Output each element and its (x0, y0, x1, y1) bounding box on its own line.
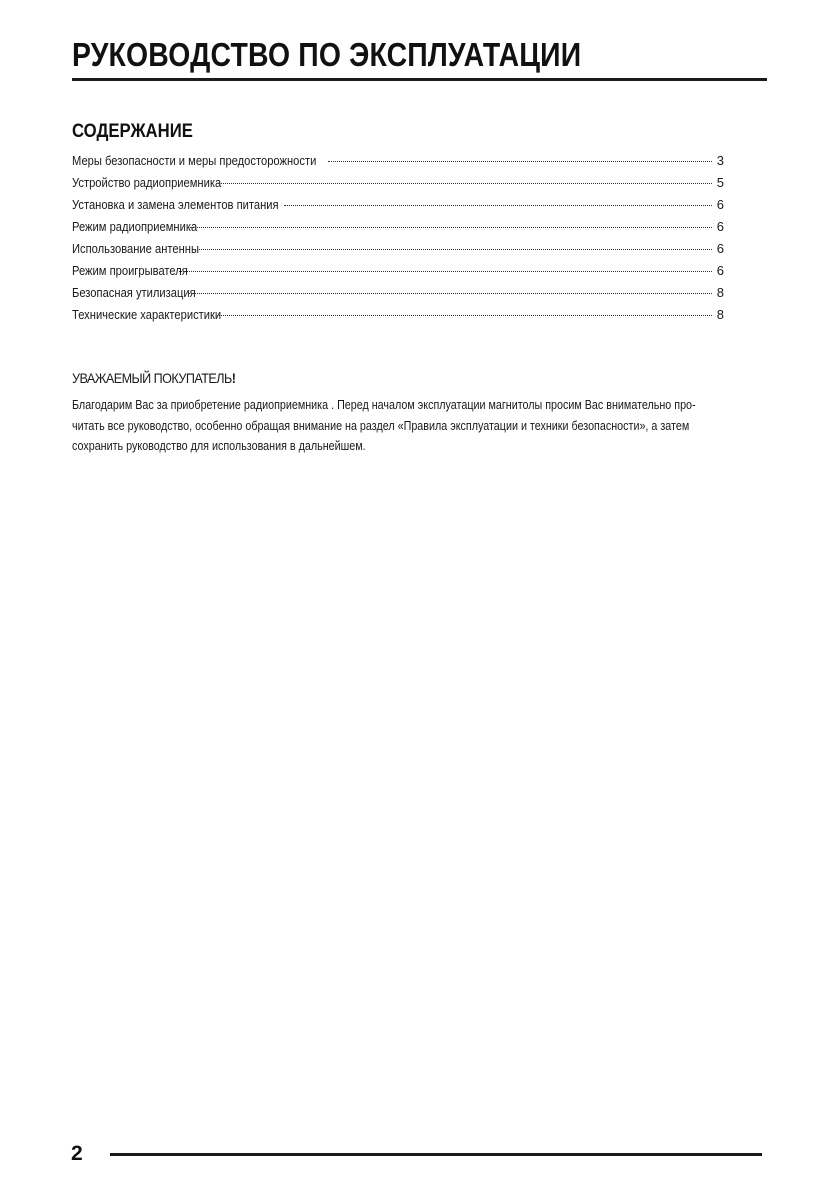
footer-divider (110, 1153, 762, 1156)
toc-entry[interactable] (72, 260, 724, 282)
intro-line: сохранить руководство для использования в дальнейшем. (72, 439, 366, 453)
toc-dot-leader (218, 183, 712, 184)
toc-entry[interactable] (72, 282, 724, 304)
intro-line: Благодарим Вас за приобретение радиоприемника . Перед началом эксплуатации магнитолы просим Вас внимательно про- (72, 398, 696, 412)
toc-entry-label: Устройство радиоприемника (72, 175, 222, 190)
toc-entry-page: 6 (716, 263, 724, 278)
intro-line: читать все руководство, особенно обращая внимание на раздел «Правила эксплуатации и техники безопасности», а затем (72, 418, 690, 433)
page-title: РУКОВОДСТВО ПО ЭКСПЛУАТАЦИИ (72, 36, 582, 73)
intro-paragraph (72, 395, 726, 457)
toc-dot-leader (188, 293, 712, 294)
toc-dot-leader (328, 161, 712, 162)
toc-entry-page: 5 (716, 175, 724, 190)
title-divider (72, 78, 767, 81)
toc-entry-page: 8 (716, 307, 724, 322)
toc-dot-leader (217, 315, 712, 316)
page-number: 2 (71, 1142, 83, 1165)
toc-entry-page: 8 (716, 285, 724, 300)
toc-entry-label: Режим проигрывателя (72, 263, 188, 278)
toc-entry-label: Безопасная утилизация (72, 285, 196, 300)
greeting-exclamation: ! (231, 370, 236, 386)
toc-entry-page: 6 (716, 197, 724, 212)
toc-entry-label: Режим радиоприемника (72, 219, 198, 234)
toc-entry-page: 6 (716, 241, 724, 256)
toc-heading: СОДЕРЖАНИЕ (72, 121, 193, 142)
toc-entry[interactable] (72, 216, 724, 238)
greeting-text: УВАЖАЕМЫЙ ПОКУПАТЕЛЬ (72, 370, 232, 386)
toc-entry[interactable] (72, 150, 724, 172)
toc-entry[interactable] (72, 172, 724, 194)
toc-dot-leader (192, 249, 712, 250)
toc-entry[interactable] (72, 194, 724, 216)
toc-dot-leader (179, 271, 712, 272)
toc-dot-leader (190, 227, 712, 228)
greeting-heading (72, 370, 235, 386)
toc-entry-label: Использование антенны (72, 241, 199, 256)
toc-entry-page: 6 (716, 219, 724, 234)
toc-dot-leader (284, 205, 712, 206)
toc-entry[interactable] (72, 304, 724, 326)
toc-entry-label: Технические характеристики (72, 307, 222, 322)
toc-entry-page: 3 (716, 153, 724, 168)
toc-entry-label: Меры безопасности и меры предосторожности (72, 153, 317, 168)
toc-entry[interactable] (72, 238, 724, 260)
table-of-contents (72, 150, 724, 326)
toc-entry-label: Установка и замена элементов питания (72, 197, 279, 212)
